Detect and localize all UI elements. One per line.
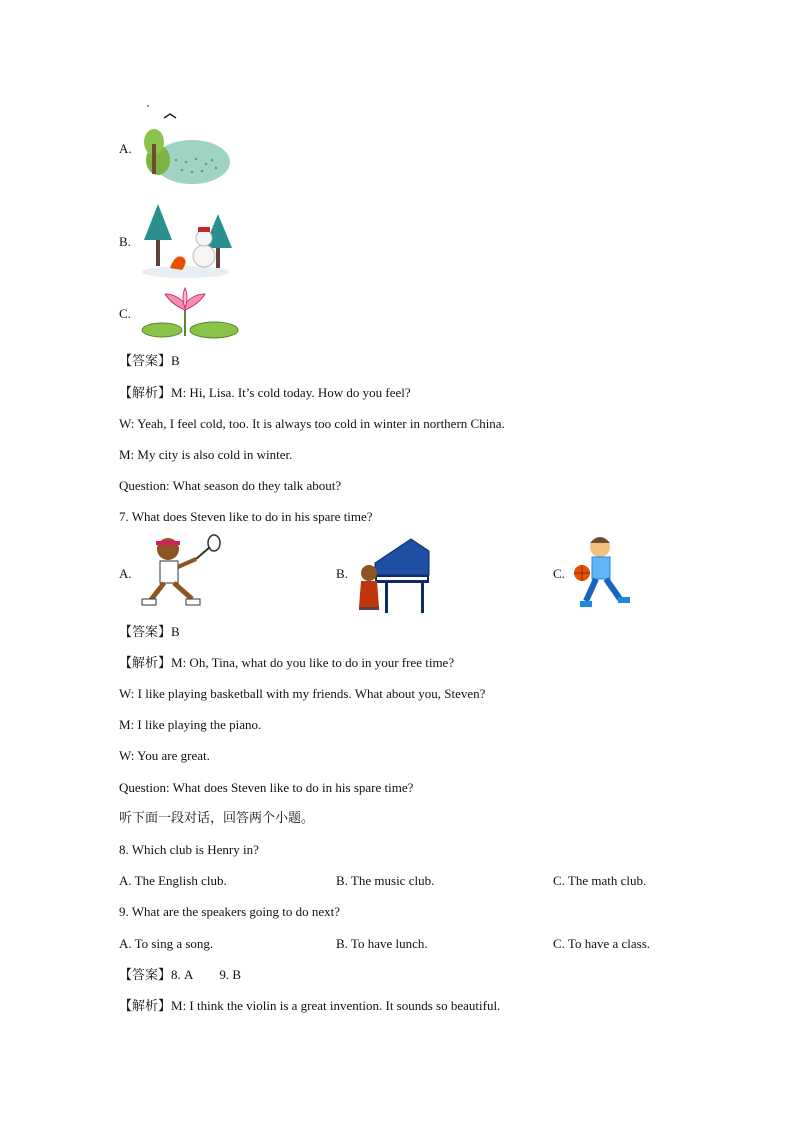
badminton-picture [140, 533, 224, 619]
dialogue-line: M: Hi, Lisa. It’s cold today. How do you feel? [171, 385, 411, 400]
q7-analysis-line-1 [119, 655, 454, 672]
q9-question: 9. What are the speakers going to do next? [119, 904, 341, 919]
q7-option-c-label: C. [553, 566, 565, 581]
dialogue-line: M: I like playing the piano. [119, 717, 262, 732]
q7-option-b-label: B. [336, 566, 348, 581]
q8-question: 8. Which club is Henry in? [119, 842, 259, 857]
spring-pond-picture [140, 104, 232, 192]
analysis-tag: 【解析】 [119, 999, 172, 1014]
q6-analysis-line-1 [119, 385, 411, 402]
q6-option-a-label: A. [119, 141, 132, 156]
q9-option-a: A. To sing a song. [119, 936, 214, 951]
q7-option-a-label: A. [119, 566, 132, 581]
section-instruction: 听下面一段对话，回答两个小题。 [119, 811, 315, 826]
q6-option-b-label: B. [119, 234, 131, 249]
dialogue-line: M: I think the violin is a great invention. It sounds so beautiful. [171, 998, 501, 1013]
answer-tag: 【答案】 [119, 968, 172, 983]
q9-option-c: C. To have a class. [553, 936, 651, 951]
answer-value-9: 9. B [219, 967, 242, 982]
q8-option-c: C. The math club. [553, 873, 647, 888]
lotus-picture [140, 286, 244, 346]
dialogue-line: W: Yeah, I feel cold, too. It is always too cold in winter in northern China. [119, 416, 505, 431]
q7-answer [119, 624, 180, 641]
answer-tag: 【答案】 [119, 354, 172, 369]
q8-option-b: B. The music club. [336, 873, 435, 888]
answer-value: B [171, 353, 180, 368]
answer-tag: 【答案】 [119, 625, 172, 640]
dialogue-line: M: My city is also cold in winter. [119, 447, 293, 462]
q7-question: 7. What does Steven like to do in his spare time? [119, 509, 373, 524]
basketball-picture [572, 533, 638, 619]
q89-answer [119, 967, 241, 984]
answer-value: B [171, 624, 180, 639]
question-line: Question: What season do they talk about? [119, 478, 342, 493]
dialogue-line: W: You are great. [119, 748, 210, 763]
analysis-tag: 【解析】 [119, 656, 172, 671]
q6-answer [119, 353, 180, 370]
answer-value-8: 8. A [171, 967, 194, 982]
question-line: Question: What does Steven like to do in his spare time? [119, 780, 414, 795]
dialogue-line: M: Oh, Tina, what do you like to do in your free time? [171, 655, 455, 670]
analysis-tag: 【解析】 [119, 386, 172, 401]
q9-option-b: B. To have lunch. [336, 936, 428, 951]
piano-picture [355, 533, 431, 619]
dialogue-line: W: I like playing basketball with my friends. What about you, Steven? [119, 686, 486, 701]
q89-analysis-line-1 [119, 998, 500, 1015]
q6-option-c-label: C. [119, 306, 131, 321]
q8-option-a: A. The English club. [119, 873, 227, 888]
winter-snowman-picture [140, 200, 232, 284]
